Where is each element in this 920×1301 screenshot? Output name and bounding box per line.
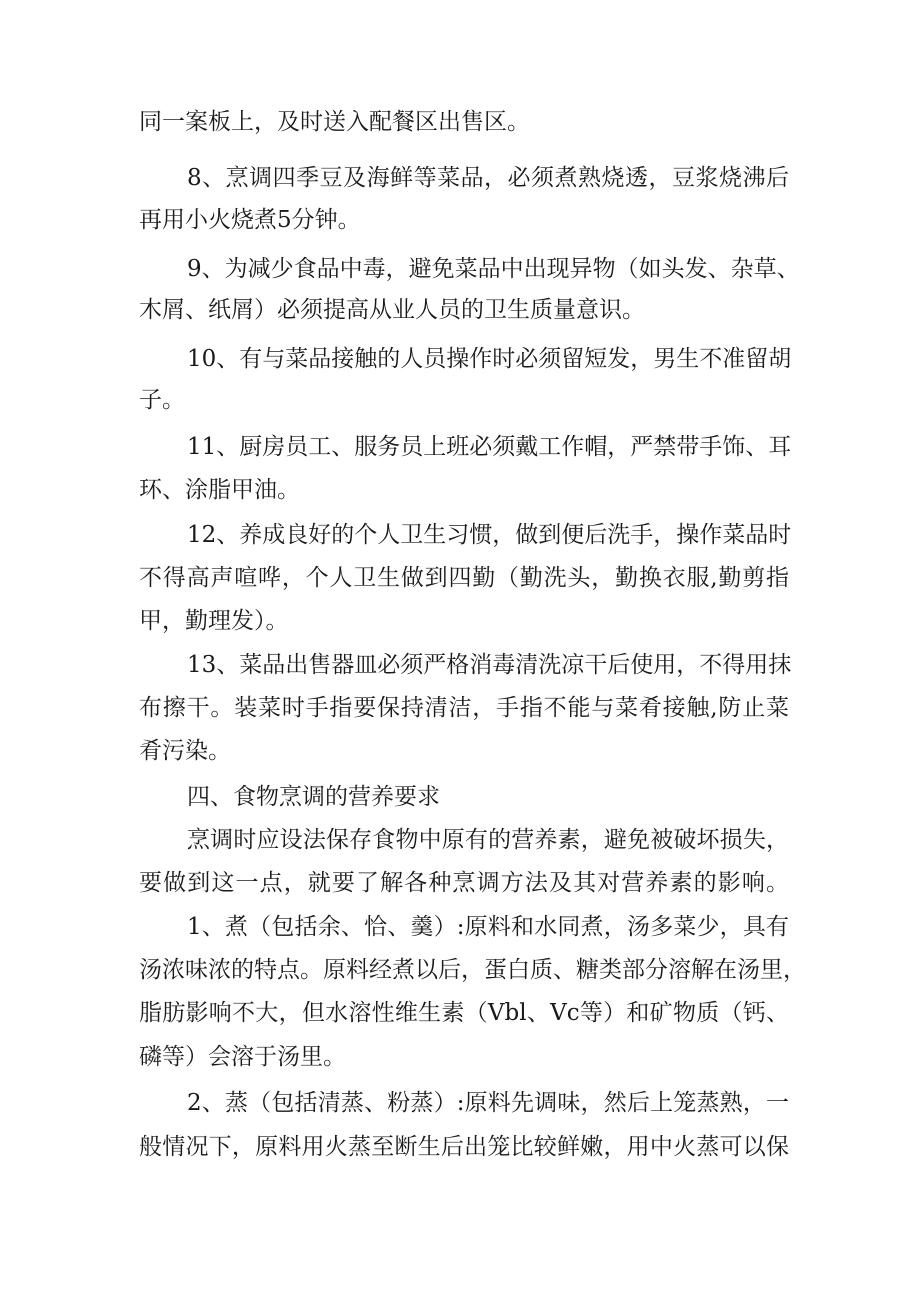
- text-line: 烹调时应设法保存食物中原有的营养素，避免被破坏损失，: [187, 827, 789, 853]
- text-line: 12、养成良好的个人卫生习惯，做到便后洗手，操作菜品时: [187, 522, 792, 548]
- text-line: 1、煮（包括余、恰、羹）:原料和水同煮，汤多菜少，具有: [187, 914, 789, 940]
- text-line: 般情况下，原料用火蒸至断生后出笼比较鲜嫩，用中火蒸可以保: [139, 1134, 789, 1160]
- text-line: 木屑、纸屑）必须提高从业人员的卫生质量意识。: [139, 297, 645, 323]
- text-line: 不得高声喧哗，个人卫生做到四勤（勤洗头，勤换衣服,勤剪指: [139, 565, 789, 591]
- text-line: 脂肪影响不大，但水溶性维生素（Vbl、Vc等）和矿物质（钙、: [139, 1000, 789, 1026]
- text-line: 10、有与菜品接触的人员操作时必须留短发，男生不准留胡: [187, 346, 792, 372]
- text-line: 肴污染。: [139, 738, 231, 764]
- text-line: 要做到这一点，就要了解各种烹调方法及其对营养素的影响。: [139, 870, 789, 896]
- text-line: 13、菜品出售器皿必须严格消毒清洗凉干后使用，不得用抹: [187, 652, 792, 678]
- text-line: 甲，勤理发）。: [139, 608, 289, 634]
- text-line: 2、蒸（包括清蒸、粉蒸）:原料先调味，然后上笼蒸熟，一: [187, 1090, 789, 1116]
- text-line: 11、厨房员工、服务员上班必须戴工作帽，严禁带手饰、耳: [187, 434, 792, 460]
- text-line: 8、烹调四季豆及海鲜等菜品，必须煮熟烧透，豆浆烧沸后: [187, 165, 789, 191]
- text-line: 汤浓味浓的特点。原料经煮以后，蛋白质、糖类部分溶解在汤里，: [139, 957, 806, 983]
- section-heading: 四、食物烹调的营养要求: [187, 784, 440, 810]
- text-line: 子。: [139, 387, 185, 413]
- text-line: 布擦干。装菜时手指要保持清洁，手指不能与菜肴接触,防止菜: [139, 695, 789, 721]
- text-line: 同一案板上，及时送入配餐区出售区。: [139, 109, 530, 135]
- text-line: 再用小火烧煮5分钟。: [139, 207, 361, 233]
- text-line: 9、为减少食品中毒，避免菜品中出现异物（如头发、杂草、: [187, 256, 800, 282]
- text-line: 磷等）会溶于汤里。: [139, 1044, 346, 1070]
- text-line: 环、涂脂甲油。: [139, 477, 300, 503]
